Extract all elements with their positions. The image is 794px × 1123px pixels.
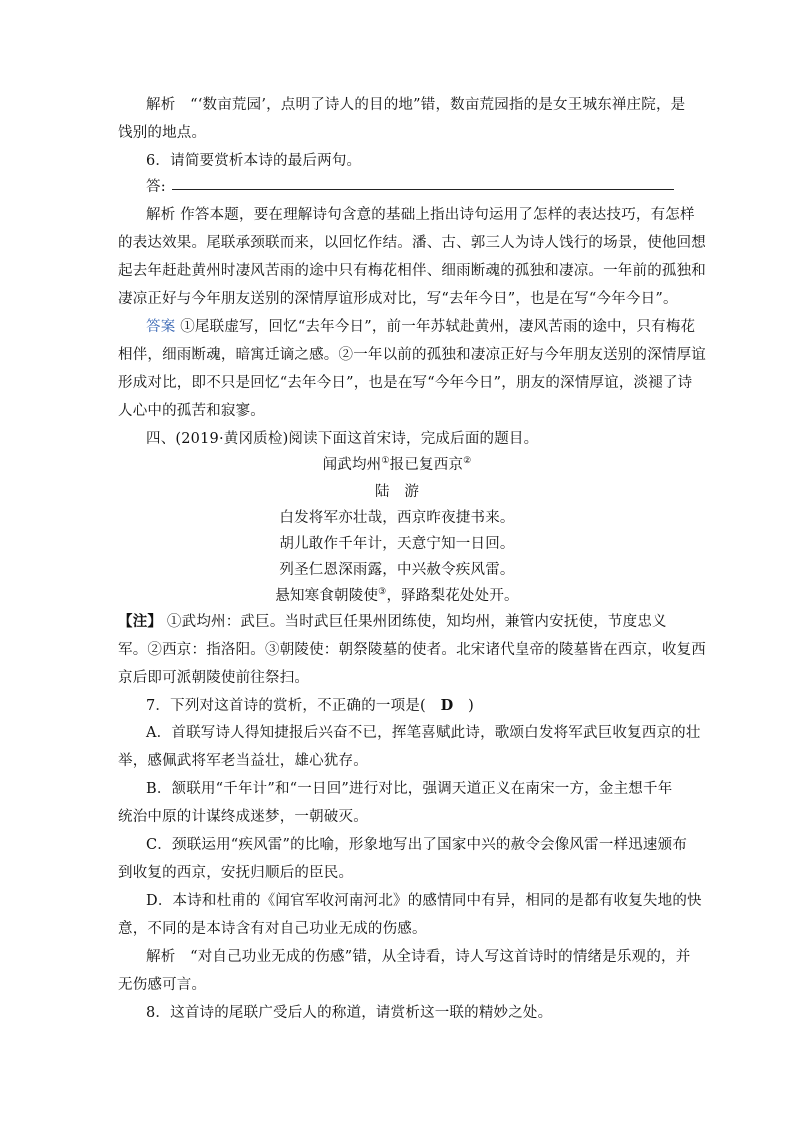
analysis-line: 解析 “‘数亩荒园’，点明了诗人的目的地”错，数亩荒园指的是女王城东禅庄院，是 [146,97,686,113]
note-line [118,612,667,632]
answer-line [146,317,695,337]
poem-title-text: 闻武均州 [322,457,382,473]
option-a: A．首联写诗人得知捷报后兴奋不已，挥笔喜赋此诗，歌颂白发将军武巨收复西京的壮 [146,725,701,741]
footnote-ref: ② [463,456,472,467]
answer-text: 形成对比，即不只是回忆“去年今日”，也是在写“今年今日”，朋友的深情厚谊，淡褪了诗 [118,375,693,391]
poem-verse: 列圣仁恩深雨露，中兴赦令疾风雷。 [279,562,515,578]
analysis-line: 饯别的地点。 [118,125,207,141]
answer-blank-line [172,189,674,190]
question-stem: ) [453,698,474,714]
question-7 [146,696,474,716]
poem-verse-text: 悬知寒食朝陵使 [275,588,379,604]
option-b: 统治中原的计谋终成迷梦，一朝破灭。 [118,809,368,825]
option-d: 意，不同的是本诗含有对自己功业无成的伤感。 [118,921,427,937]
question-8: 8．这首诗的尾联广受后人的称道，请赏析这一联的精妙之处。 [146,1005,553,1021]
option-b: B．颔联用“千年计”和“一日回”进行对比，强调天道正义在南宋一方，金主想千年 [146,781,673,797]
answer-prefix: 答: [146,179,166,195]
explanation-line: 起去年赶赴黄州时凄风苦雨的途中只有梅花相伴、细雨断魂的孤独和凄凉。一年前的孤独和 [118,263,706,279]
answer-text: ①尾联虚写，回忆“去年今日”，前一年苏轼赴黄州，凄风苦雨的途中，只有梅花 [175,319,696,335]
poem-verse: 白发将军亦壮哉，西京昨夜捷书来。 [279,510,515,526]
answer-text: 相伴，细雨断魂，暗寓迁谪之感。②一年以前的孤独和凄凉正好与今年朋友送别的深情厚谊 [118,347,706,363]
note-text: 京后即可派朝陵使前往祭扫。 [118,670,310,686]
poem-title-text: 报已复西京 [389,457,464,473]
poem-verse [0,586,794,606]
note-label: 【注】 [118,613,163,630]
option-d: D．本诗和杜甫的《闻官军收河南河北》的感情同中有异，相同的是都有收复失地的快 [146,893,702,909]
explanation-line: 解析 作答本题，要在理解诗句含意的基础上指出诗句运用了怎样的表达技巧，有怎样 [146,207,695,223]
explanation-line: 凄凉正好与今年朋友送别的深情厚谊形成对比，写“去年今日”，也是在写“今年今日”。 [118,291,678,307]
poem-title [0,455,794,475]
footnote-ref: ① [381,456,390,467]
question-stem: 7．下列对这首诗的赏析，不正确的一项是( [146,698,441,714]
section-heading: 四、(2019·黄冈质检)阅读下面这首宋诗，完成后面的题目。 [146,431,539,447]
option-a: 举，感佩武将军老当益壮，雄心犹存。 [118,753,368,769]
note-text: ①武均州：武巨。当时武巨任果州团练使，知均州，兼管内安抚使，节度忠义 [162,614,667,630]
answer-label: 答案 [146,319,176,335]
option-c: 到收复的西京，安抚归顺后的臣民。 [118,865,354,881]
footnote-ref: ③ [378,587,387,598]
question-6: 6．请简要赏析本诗的最后两句。 [146,153,362,169]
explanation-line: 的表达效果。尾联承颈联而来，以回忆作结。潘、古、郭三人为诗人饯行的场景，使他回想 [118,235,706,251]
poem-author: 陆 游 [374,484,420,500]
option-c: C．颈联运用“疾风雷”的比喻，形象地写出了国家中兴的赦令会像风雷一样迅速颁布 [146,837,688,853]
answer-text: 人心中的孤苦和寂寥。 [118,403,265,419]
analysis-line: 无伤感可言。 [118,977,207,993]
note-text: 军。②西京：指洛阳。③朝陵使：朝祭陵墓的使者。北宋诸代皇帝的陵墓皆在西京，收复西 [118,642,706,658]
analysis-line: 解析 “对自己功业无成的伤感”错，从全诗看，诗人写这首诗时的情绪是乐观的，并 [146,949,691,965]
poem-verse: 胡儿敢作千年计，天意宁知一日回。 [279,536,515,552]
question-answer: D [440,697,454,714]
poem-verse-text: ，驿路梨花处处开。 [386,588,519,604]
